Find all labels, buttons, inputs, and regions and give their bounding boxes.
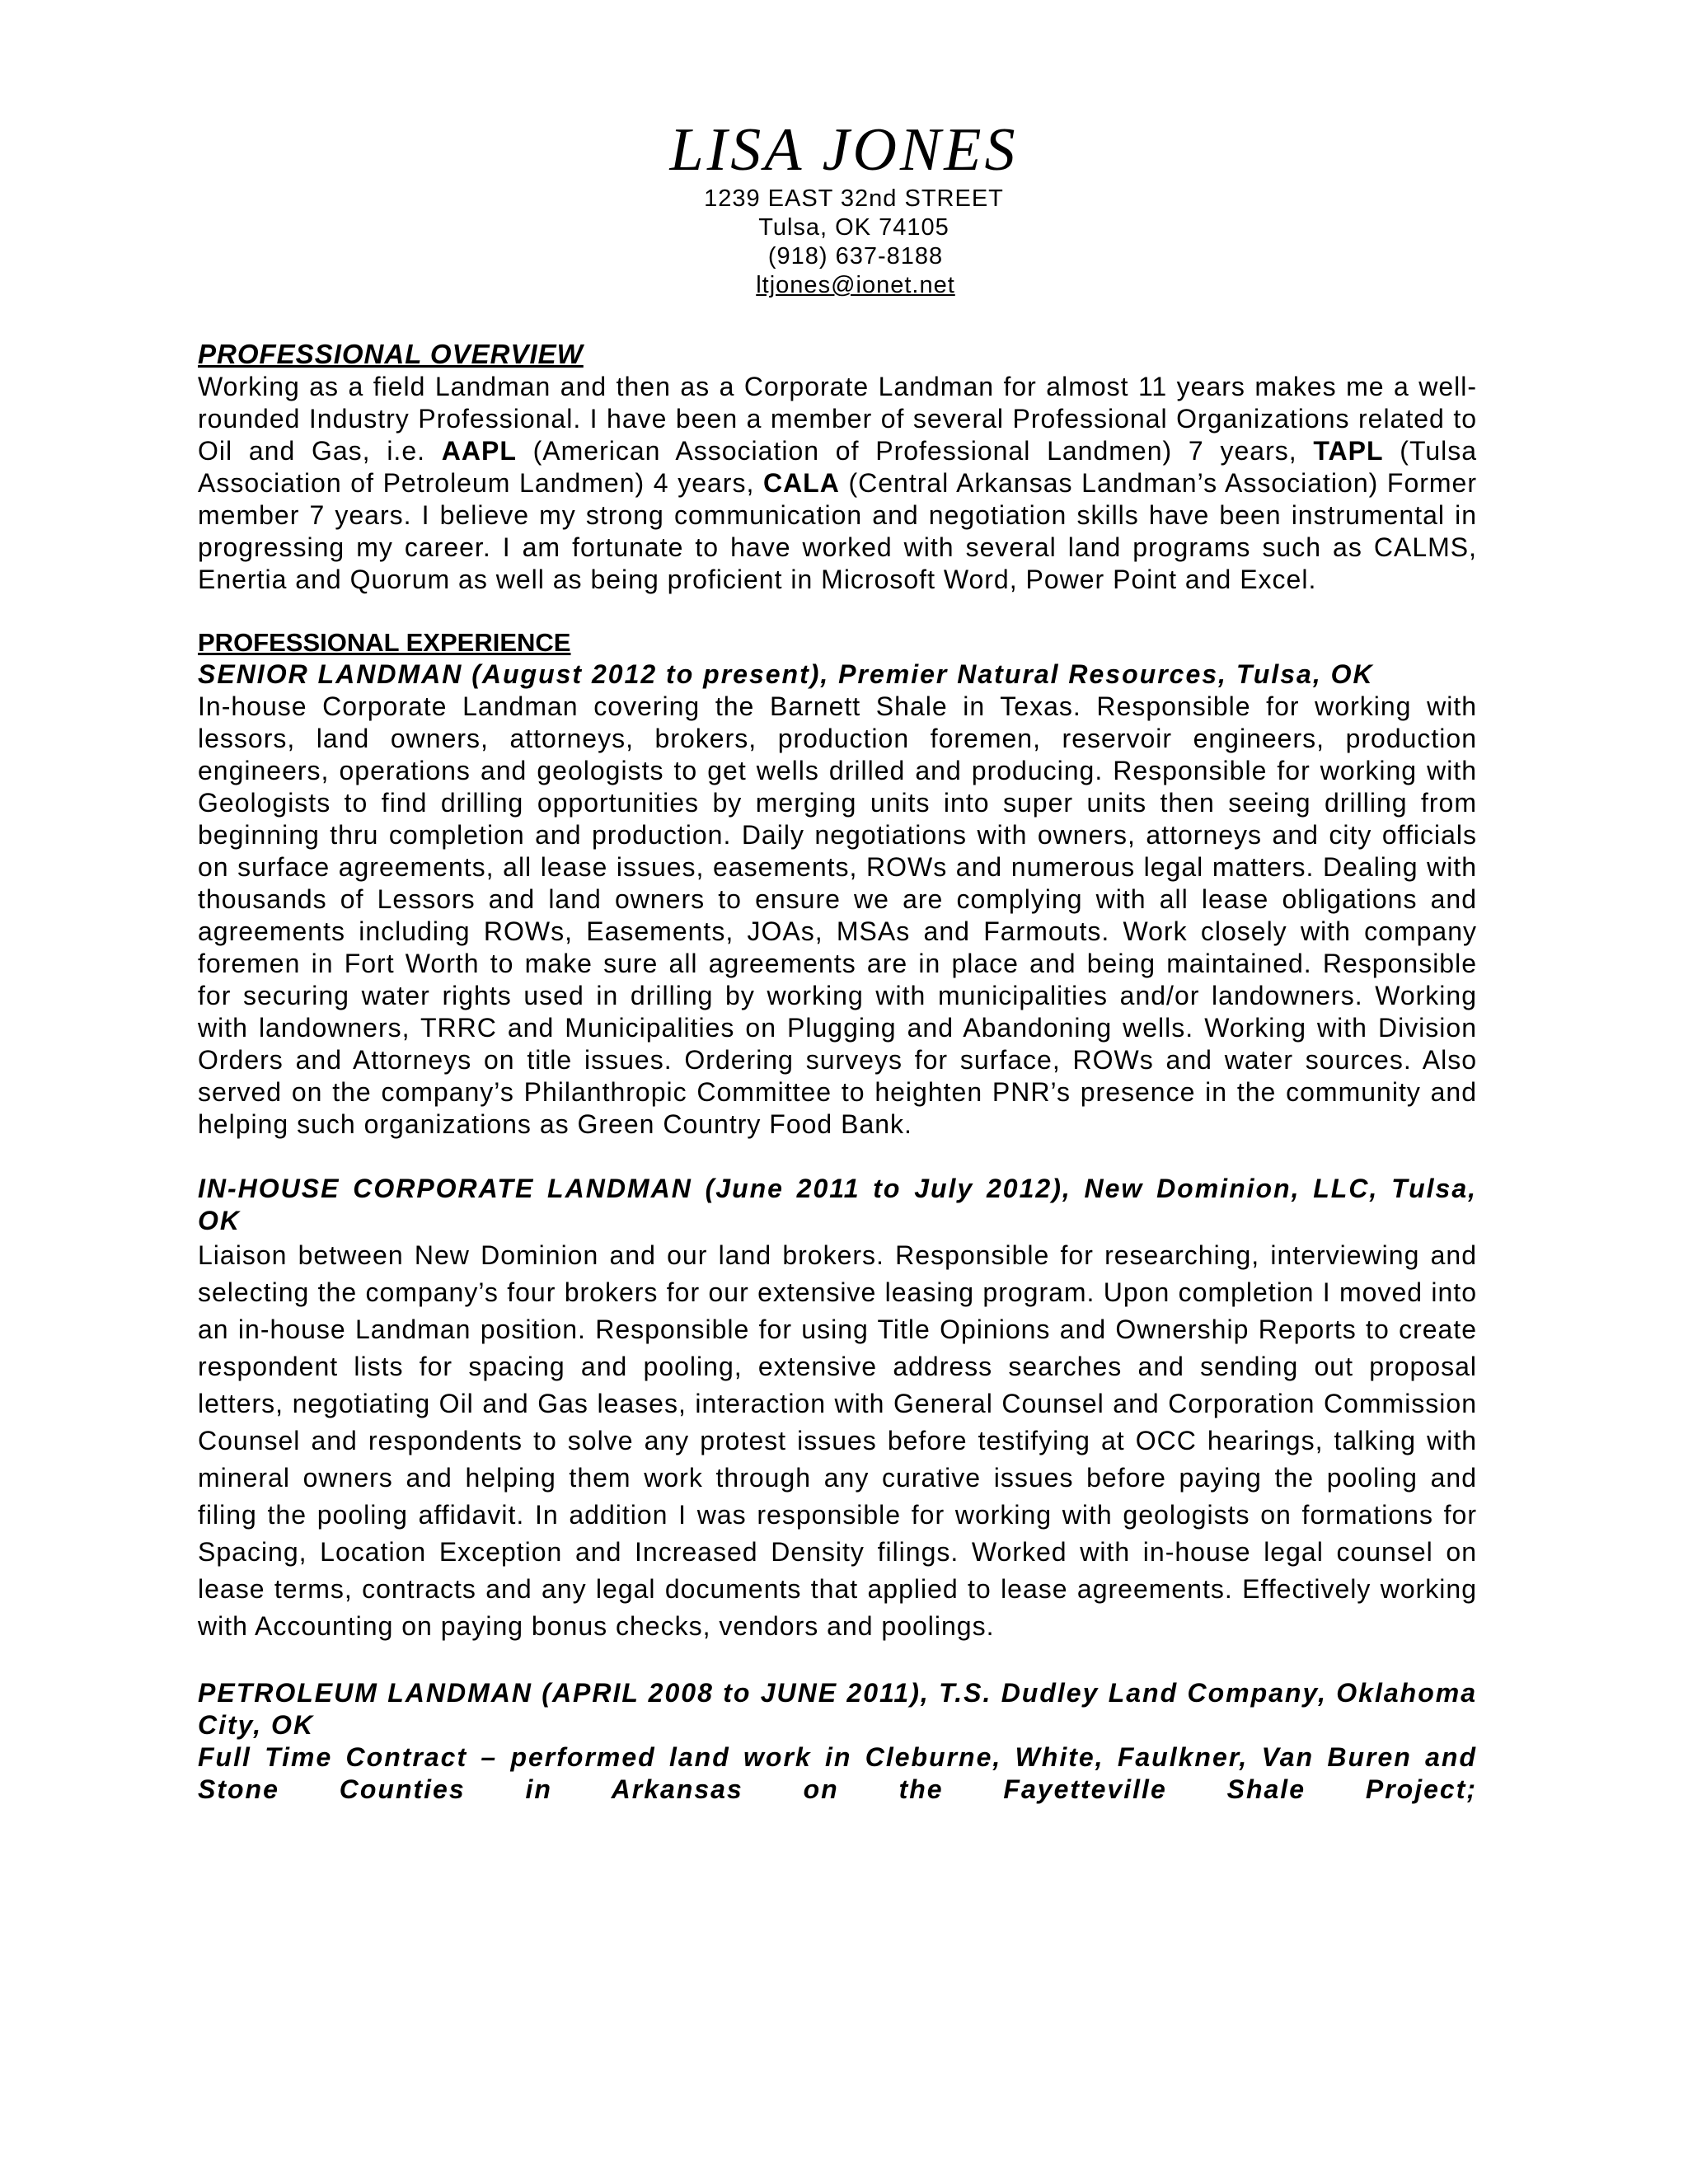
job-title-petroleum-landman: PETROLEUM LANDMAN (APRIL 2008 to JUNE 2011), T.S. Dudley Land Company, Oklahoma City, OK [198, 1678, 1477, 1740]
section-spacer [198, 1141, 1477, 1173]
overview-heading: PROFESSIONAL OVERVIEW [198, 339, 584, 369]
overview-text-2: (American Association of Professional Landmen) 7 years, [532, 436, 1297, 466]
candidate-name: LISA JONES [669, 116, 1019, 184]
resume-body [198, 338, 1477, 1806]
job-title-senior-landman: SENIOR LANDMAN (August 2012 to present), Premier Natural Resources, Tulsa, OK [198, 659, 1374, 689]
job-title-corporate-landman: IN-HOUSE CORPORATE LANDMAN (June 2011 to July 2012), New Dominion, LLC, Tulsa, OK [198, 1174, 1477, 1235]
org-aapl: AAPL [441, 436, 517, 466]
job-description-senior-landman: In-house Corporate Landman covering the Barnett Shale in Texas. Responsible for working with lessors, land owners, attorneys, brokers, production foremen, reservoir engineers, production engineers, operations and geologists to get wells drilled and producing. Responsible for working with Geologists to find drilling opportunities by merging units into super units then seeing drilling from beginning thru completion and production. Daily negotiations with owners, attorneys and city officials on surface agreements, all lease issues, easements, ROWs and numerous legal matters. Dealing with thousands of Lessors and land owners to ensure we are complying with all lease obligations and agreements including ROWs, Easements, JOAs, MSAs and Farmouts. Work closely with company foremen in Fort Worth to make sure all agreements are in place and being maintained. Responsible for securing water rights used in drilling by working with municipalities and/or landowners. Working with landowners, TRRC and Municipalities on Plugging and Abandoning wells. Working with Division Orders and Attorneys on title issues. Ordering surveys for surface, ROWs and water sources. Also served on the company’s Philanthropic Committee to heighten PNR’s presence in the community and helping such organizations as Green Country Food Bank. [198, 691, 1477, 1139]
experience-heading: PROFESSIONAL EXPERIENCE [198, 628, 571, 657]
overview-text-4: (Central Arkansas Landman’s Association) Former member 7 years. I believe my strong communication and negotiation skills have been instrumental in progressing my career. I am fortunate to have worked with several land programs such as CALMS, Enertia and Quorum as well as being proficient in Microsoft Word, Power Point and Excel. [198, 468, 1477, 594]
email-row [0, 271, 1688, 300]
org-cala: CALA [762, 468, 840, 498]
resume-header [0, 115, 1688, 300]
phone-number: (918) 637-8188 [767, 243, 944, 269]
overview-text-1: Working as a field Landman and then as a Corporate Landman for almost 11 years makes me a well-rounded Industry Professional. I have been a member of several Professional Organizations related to Oil and Gas, i.e. [198, 372, 1477, 466]
city-state-zip: Tulsa, OK 74105 [758, 214, 950, 241]
job-description-corporate-landman: Liaison between New Dominion and our land brokers. Responsible for researching, interviewing and selecting the company’s four brokers for our extensive leasing program. Upon completion I moved into an in-house Landman position. Responsible for using Title Opinions and Ownership Reports to create respondent lists for spacing and pooling, extensive address searches and sending out proposal letters, negotiating Oil and Gas leases, interaction with General Counsel and Corporation Commission Counsel and respondents to solve any protest issues before testifying at OCC hearings, talking with mineral owners and helping them work through any curative issues before paying the pooling and filing the pooling affidavit. In addition I was responsible for working with geologists on formations for Spacing, Location Exception and Increased Density filings. Worked with in-house legal counsel on lease terms, contracts and any legal documents that applied to lease agreements. Effectively working with Accounting on paying bonus checks, vendors and poolings. [198, 1240, 1477, 1641]
street-address: 1239 EAST 32nd STREET [704, 185, 1004, 212]
org-tapl: TAPL [1313, 436, 1384, 466]
section-spacer [198, 1645, 1477, 1677]
overview-paragraph [198, 371, 1477, 596]
overview-text-3: (Tulsa Association of Petroleum Landmen) 4 years, [198, 436, 1478, 498]
email-link[interactable]: ltjones@ionet.net [756, 272, 955, 298]
job-note-petroleum-landman: Full Time Contract – performed land work in Cleburne, White, Faulkner, Van Buren and Stone Counties in Arkansas on the Fayetteville Shale Project; [198, 1742, 1477, 1804]
